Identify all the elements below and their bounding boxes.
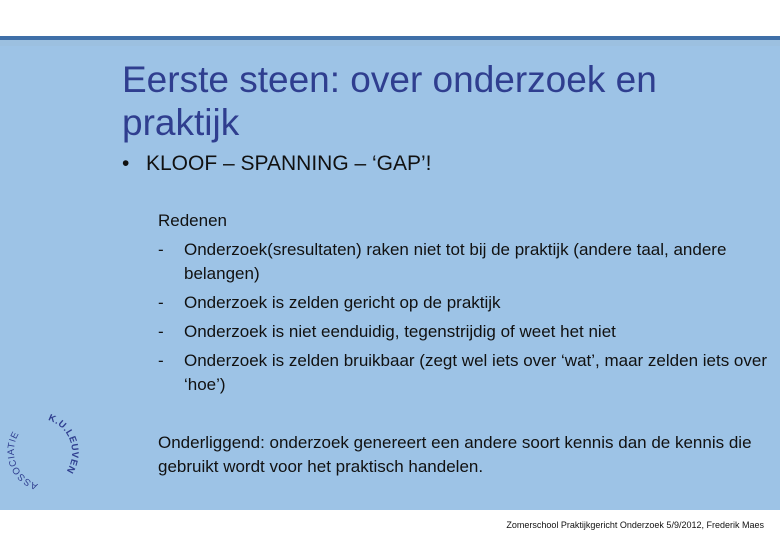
- list-item-text: Onderzoek is zelden gericht op de praktijk: [184, 293, 501, 312]
- list-item-text: Onderzoek is zelden bruikbaar (zegt wel iets over ‘wat’, maar zelden iets over ‘hoe’): [184, 351, 767, 394]
- reasons-list: [158, 238, 768, 397]
- dash-marker: -: [158, 351, 164, 370]
- dash-marker: -: [158, 322, 164, 341]
- reasons-heading: Redenen: [158, 211, 228, 230]
- list-item: [158, 349, 768, 397]
- list-item-text: Onderzoek is niet eenduidig, tegenstrijdig of weet het niet: [184, 322, 616, 341]
- underlying-paragraph: Onderliggend: onderzoek genereert een andere soort kennis dan de kennis die gebruikt wordt voor het praktisch handelen.: [158, 433, 752, 476]
- list-item-text: Onderzoek(sresultaten) raken niet tot bij de praktijk (andere taal, andere belangen): [184, 240, 727, 283]
- associatie-kuleuven-logo: [4, 405, 86, 495]
- list-item: [158, 238, 768, 286]
- bullet-dot: •: [122, 152, 130, 175]
- svg-text:ASSOCIATIE: ASSOCIATIE: [5, 429, 40, 492]
- main-bullet: [122, 151, 432, 177]
- svg-text:K.U.LEUVEN: K.U.LEUVEN: [46, 412, 81, 476]
- list-item: [158, 291, 768, 315]
- slide-title: Eerste steen: over onderzoek en praktijk: [122, 59, 657, 143]
- main-bullet-text: KLOOF – SPANNING – ‘GAP’!: [146, 152, 432, 175]
- footer-text: Zomerschool Praktijkgericht Onderzoek 5/9/2012, Frederik Maes: [506, 520, 764, 530]
- dash-marker: -: [158, 240, 164, 259]
- list-item: [158, 320, 768, 344]
- reasons-block: [158, 209, 768, 397]
- dash-marker: -: [158, 293, 164, 312]
